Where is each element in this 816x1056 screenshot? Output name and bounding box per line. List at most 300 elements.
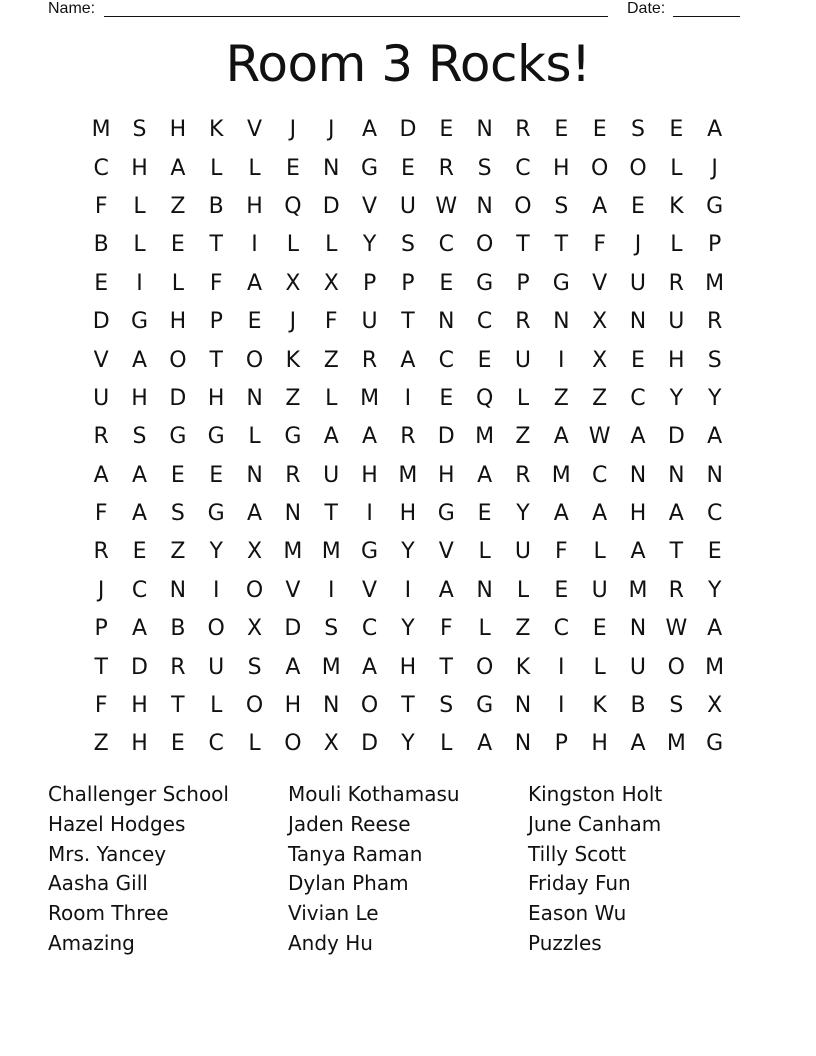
grid-letter: E (247, 309, 262, 335)
grid-letter: O (245, 693, 264, 719)
word-list-item: Andy Hu (288, 930, 373, 955)
grid-letter: L (286, 232, 300, 258)
grid-letter: C (438, 232, 454, 258)
grid-letter: R (285, 462, 301, 488)
grid-letter: R (400, 424, 416, 450)
grid-letter: B (208, 193, 224, 219)
grid-letter: B (170, 616, 186, 642)
grid-letter: E (439, 270, 454, 296)
grid-letter: P (554, 731, 568, 757)
grid-letter: Z (515, 424, 531, 450)
grid-letter: S (669, 693, 684, 719)
grid-letter: O (667, 654, 685, 680)
grid-letter: O (514, 193, 532, 219)
grid-letter: X (247, 539, 263, 565)
grid-letter: E (477, 501, 492, 527)
grid-letter: I (366, 501, 373, 527)
grid-letter: T (324, 501, 338, 527)
grid-letter: H (131, 693, 148, 719)
grid-letter: V (362, 577, 378, 603)
grid-letter: O (207, 616, 225, 642)
grid-letter: U (323, 462, 340, 488)
grid-letter: U (629, 270, 647, 296)
grid-letter: G (706, 731, 724, 757)
grid-letter: G (207, 501, 225, 527)
grid-letter: A (285, 654, 301, 680)
grid-letter: R (361, 347, 378, 373)
grid-letter: H (629, 501, 647, 527)
word-list-item: Mrs. Yancey (48, 841, 167, 866)
grid-letter: R (515, 309, 531, 335)
grid-letter: G (361, 539, 379, 565)
grid-letter: G (207, 424, 225, 450)
grid-letter: M (475, 424, 495, 450)
grid-letter: M (705, 654, 725, 680)
grid-letter: X (707, 693, 723, 719)
grid-letter: Y (707, 577, 722, 603)
grid-letter: Y (362, 232, 377, 258)
name-label: Name: (48, 0, 96, 17)
grid-letter: E (285, 155, 300, 181)
grid-letter: E (170, 232, 185, 258)
grid-letter: C (361, 616, 378, 642)
grid-letter: H (668, 347, 685, 373)
grid-letter: L (210, 693, 223, 719)
grid-letter: I (558, 693, 565, 719)
grid-letter: A (668, 501, 684, 527)
grid-letter: A (553, 424, 569, 450)
grid-letter: Y (209, 539, 223, 565)
grid-letter: C (131, 577, 148, 603)
grid-letter: L (133, 232, 146, 258)
grid-letter: C (515, 155, 531, 181)
grid-letter: X (285, 270, 301, 296)
grid-letter: M (91, 117, 111, 143)
grid-letter: T (554, 232, 569, 258)
grid-letter: X (592, 309, 608, 335)
grid-letter: F (439, 616, 453, 642)
grid-letter: R (668, 270, 684, 296)
word-column (288, 780, 528, 959)
grid-letter: L (248, 424, 261, 450)
grid-letter: S (439, 693, 454, 719)
grid-row (82, 572, 734, 610)
grid-letter: F (94, 693, 108, 719)
grid-letter: K (285, 347, 301, 373)
date-label: Date: (627, 0, 666, 17)
grid-letter: S (170, 501, 185, 527)
grid-letter: P (94, 616, 108, 642)
grid-letter: H (246, 193, 263, 219)
grid-letter: S (477, 155, 492, 181)
grid-letter: H (131, 731, 148, 757)
grid-letter: P (516, 270, 530, 296)
word-list-item: Dylan Pham (288, 871, 409, 896)
grid-letter: G (361, 155, 379, 181)
grid-letter: A (362, 424, 378, 450)
grid-letter: A (131, 462, 148, 488)
grid-letter: O (475, 232, 494, 258)
grid-letter: X (247, 616, 263, 642)
grid-letter: J (711, 155, 718, 181)
word-list-item: June Canham (528, 811, 662, 836)
grid-letter: N (668, 462, 685, 488)
grid-letter: S (631, 117, 645, 143)
grid-letter: K (669, 193, 684, 219)
grid-letter: E (554, 577, 569, 603)
grid-letter: M (398, 462, 418, 488)
grid-letter: F (593, 232, 606, 258)
grid-row (82, 725, 734, 763)
grid-letter: U (93, 385, 110, 411)
grid-letter: K (592, 693, 607, 719)
grid-letter: S (400, 232, 415, 258)
grid-letter: C (630, 385, 646, 411)
grid-letter: N (514, 693, 532, 719)
grid-letter: L (670, 232, 683, 258)
grid-letter: J (634, 232, 642, 258)
grid-letter: R (438, 155, 454, 181)
page-title: Room 3 Rocks! (225, 35, 591, 93)
grid-letter: L (670, 155, 683, 181)
grid-letter: L (248, 731, 261, 757)
grid-letter: E (439, 385, 454, 411)
word-list (48, 780, 768, 959)
grid-letter: J (289, 309, 297, 335)
grid-letter: A (131, 347, 148, 373)
grid-letter: W (665, 616, 688, 642)
grid-letter: V (285, 577, 301, 603)
grid-letter: C (591, 462, 608, 488)
grid-letter: E (669, 117, 684, 143)
grid-letter: V (93, 347, 109, 373)
name-blank-line (104, 16, 608, 17)
grid-letter: G (169, 424, 187, 450)
grid-letter: M (705, 270, 725, 296)
word-search-grid (82, 111, 734, 764)
grid-letter: Y (401, 539, 415, 565)
grid-letter: T (209, 347, 223, 373)
grid-letter: G (476, 693, 494, 719)
grid-letter: R (93, 424, 109, 450)
grid-letter: W (435, 193, 458, 219)
grid-letter: N (323, 693, 340, 719)
grid-letter: H (131, 155, 148, 181)
grid-letter: E (477, 347, 492, 373)
word-list-item: Tanya Raman (288, 841, 423, 866)
grid-row (82, 687, 734, 725)
grid-letter: V (247, 117, 263, 143)
grid-letter: D (667, 424, 685, 450)
grid-letter: Z (553, 385, 569, 411)
grid-letter: J (97, 577, 105, 603)
grid-letter: F (94, 193, 108, 219)
grid-letter: N (553, 309, 570, 335)
word-list-item: Challenger School (48, 782, 229, 806)
grid-letter: M (283, 539, 303, 565)
date-blank-line (673, 16, 740, 17)
grid-letter: P (401, 270, 415, 296)
grid-letter: O (245, 577, 264, 603)
grid-letter: H (399, 654, 417, 680)
grid-letter: N (629, 462, 647, 488)
grid-letter: I (251, 232, 258, 258)
grid-letter: E (400, 155, 415, 181)
grid-letter: E (631, 193, 645, 219)
grid-letter: I (558, 654, 565, 680)
word-list-item: Jaden Reese (288, 811, 411, 836)
word-list-item: Hazel Hodges (48, 811, 186, 836)
grid-row (82, 533, 734, 571)
grid-letter: Z (515, 616, 531, 642)
grid-letter: A (630, 731, 646, 757)
grid-letter: U (399, 193, 416, 219)
grid-letter: U (668, 309, 685, 335)
grid-letter: M (321, 654, 341, 680)
grid-letter: E (170, 462, 185, 488)
grid-letter: H (399, 501, 417, 527)
grid-letter: S (247, 654, 262, 680)
grid-row (82, 457, 734, 495)
grid-letter: R (170, 654, 186, 680)
grid-letter: H (437, 462, 455, 488)
grid-letter: Q (475, 385, 494, 411)
grid-letter: M (666, 731, 686, 757)
grid-letter: R (515, 117, 531, 143)
grid-letter: E (132, 539, 147, 565)
grid-letter: Z (592, 385, 608, 411)
grid-row (82, 380, 734, 418)
grid-letter: K (208, 117, 224, 143)
grid-letter: Z (170, 539, 186, 565)
grid-letter: H (169, 309, 187, 335)
grid-letter: D (131, 654, 148, 680)
grid-letter: N (246, 462, 263, 488)
grid-letter: L (440, 731, 453, 757)
grid-letter: V (438, 539, 454, 565)
grid-letter: R (707, 309, 723, 335)
grid-letter: L (133, 193, 146, 219)
grid-letter: V (592, 270, 608, 296)
grid-letter: E (554, 117, 569, 143)
word-list-item: Amazing (48, 930, 135, 955)
grid-letter: A (553, 501, 569, 527)
grid-letter: X (323, 270, 339, 296)
grid-letter: P (209, 309, 223, 335)
grid-letter: F (554, 539, 568, 565)
grid-letter: L (478, 539, 491, 565)
grid-letter: L (593, 539, 606, 565)
grid-letter: N (476, 117, 493, 143)
grid-letter: Y (401, 731, 415, 757)
grid-letter: N (476, 577, 493, 603)
grid-letter: O (245, 347, 264, 373)
grid-letter: S (707, 347, 722, 373)
word-list-item: Room Three (48, 901, 169, 926)
grid-letter: D (399, 117, 417, 143)
grid-letter: E (592, 616, 607, 642)
grid-letter: A (592, 501, 608, 527)
grid-letter: J (327, 117, 335, 143)
grid-letter: O (284, 731, 302, 757)
grid-letter: O (169, 347, 187, 373)
grid-letter: C (553, 616, 569, 642)
grid-letter: I (404, 385, 412, 411)
grid-row (82, 303, 734, 341)
grid-row (82, 610, 734, 648)
word-list-item: Vivian Le (288, 901, 379, 926)
grid-letter: D (322, 193, 340, 219)
grid-letter: C (93, 155, 109, 181)
grid-letter: T (171, 693, 185, 719)
grid-letter: G (476, 270, 494, 296)
grid-letter: T (439, 654, 453, 680)
grid-row (82, 149, 734, 187)
grid-letter: A (707, 424, 723, 450)
grid-letter: O (475, 654, 494, 680)
grid-letter: E (631, 347, 645, 373)
grid-letter: T (94, 654, 108, 680)
word-list-item: Tilly Scott (528, 841, 627, 866)
grid-letter: Q (284, 193, 302, 219)
grid-letter: H (553, 155, 570, 181)
grid-letter: S (132, 117, 147, 143)
grid-letter: H (591, 731, 608, 757)
grid-letter: A (707, 616, 723, 642)
grid-letter: A (630, 539, 646, 565)
grid-letter: E (170, 731, 185, 757)
grid-letter: D (361, 731, 379, 757)
grid-letter: N (629, 309, 647, 335)
grid-letter: F (94, 501, 108, 527)
grid-letter: Y (707, 385, 722, 411)
grid-letter: N (169, 577, 187, 603)
grid-letter: A (400, 347, 416, 373)
grid-letter: C (208, 731, 224, 757)
grid-letter: N (706, 462, 723, 488)
grid-letter: O (360, 693, 379, 719)
grid-letter: E (707, 539, 722, 565)
grid-letter: N (629, 616, 647, 642)
word-column (528, 780, 768, 959)
grid-letter: N (323, 155, 340, 181)
grid-letter: C (476, 309, 493, 335)
grid-letter: P (362, 270, 377, 296)
grid-letter: D (284, 616, 302, 642)
grid-letter: S (132, 424, 147, 450)
grid-letter: U (514, 347, 531, 373)
grid-letter: A (630, 424, 646, 450)
grid-letter: G (552, 270, 570, 296)
grid-row (82, 226, 734, 264)
word-list-item: Friday Fun (528, 871, 631, 896)
grid-letter: L (478, 616, 491, 642)
grid-letter: D (92, 309, 110, 335)
grid-letter: M (628, 577, 648, 603)
grid-letter: A (93, 462, 109, 488)
grid-letter: E (94, 270, 109, 296)
grid-letter: I (327, 577, 335, 603)
grid-letter: L (325, 232, 338, 258)
grid-letter: U (361, 309, 378, 335)
grid-letter: H (207, 385, 225, 411)
grid-letter: X (323, 731, 339, 757)
grid-letter: E (439, 117, 454, 143)
grid-letter: E (209, 462, 224, 488)
grid-letter: A (477, 731, 493, 757)
grid-letter: B (630, 693, 646, 719)
grid-letter: G (130, 309, 149, 335)
grid-letter: M (551, 462, 571, 488)
grid-letter: F (209, 270, 223, 296)
grid-letter: A (707, 117, 723, 143)
grid-letter: L (171, 270, 184, 296)
grid-letter: C (706, 501, 723, 527)
grid-letter: H (284, 693, 302, 719)
grid-letter: L (325, 385, 338, 411)
grid-letter: Z (323, 347, 339, 373)
grid-letter: R (93, 539, 109, 565)
grid-letter: A (323, 424, 339, 450)
grid-letter: N (246, 385, 263, 411)
grid-letter: Y (669, 385, 684, 411)
grid-letter: M (321, 539, 341, 565)
grid-letter: T (401, 693, 415, 719)
grid-letter: T (209, 232, 223, 258)
grid-letter: X (592, 347, 608, 373)
grid-letter: Y (516, 501, 530, 527)
grid-letter: A (362, 654, 378, 680)
grid-letter: H (169, 117, 187, 143)
grid-letter: A (477, 462, 493, 488)
grid-letter: K (515, 654, 531, 680)
grid-letter: A (131, 501, 148, 527)
grid-letter: U (629, 654, 647, 680)
grid-letter: S (324, 616, 339, 642)
grid-row (82, 648, 734, 686)
grid-letter: L (593, 654, 606, 680)
grid-letter: L (516, 577, 530, 603)
word-list-item: Kingston Holt (528, 782, 663, 806)
word-list-item: Aasha Gill (48, 871, 148, 896)
grid-letter: A (247, 270, 263, 296)
grid-letter: P (708, 232, 722, 258)
word-list-item: Puzzles (528, 930, 602, 955)
grid-letter: G (284, 424, 302, 450)
grid-letter: F (324, 309, 338, 335)
grid-letter: I (212, 577, 220, 603)
grid-letter: Y (401, 616, 415, 642)
worksheet-header (48, 0, 748, 20)
grid-letter: U (514, 539, 531, 565)
grid-letter: A (170, 155, 186, 181)
word-list-item: Eason Wu (528, 901, 627, 926)
grid-letter: E (592, 117, 607, 143)
grid-letter: V (362, 193, 378, 219)
grid-letter: O (629, 155, 647, 181)
grid-letter: H (361, 462, 378, 488)
grid-row (82, 495, 734, 533)
grid-letter: A (592, 193, 608, 219)
grid-letter: U (591, 577, 608, 603)
grid-letter: A (438, 577, 454, 603)
grid-letter: N (514, 731, 532, 757)
grid-letter: B (93, 232, 109, 258)
grid-letter: A (247, 501, 263, 527)
grid-letter: U (208, 654, 225, 680)
grid-letter: R (515, 462, 531, 488)
grid-letter: T (516, 232, 530, 258)
